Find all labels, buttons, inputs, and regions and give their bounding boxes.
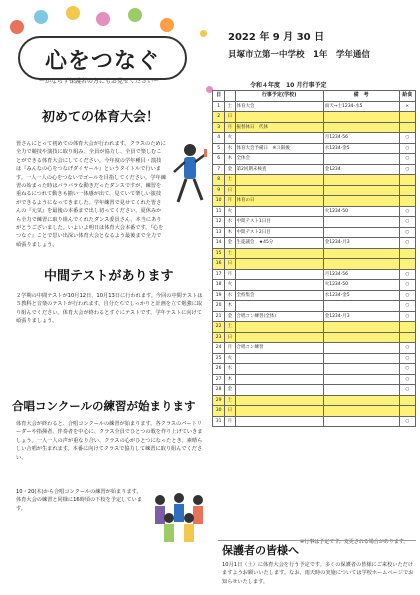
newsletter-title: 心をつなぐ: [44, 48, 160, 74]
schedule-lunch: [399, 395, 415, 406]
schedule-row: [213, 395, 416, 406]
schedule-day: 10: [213, 196, 225, 207]
schedule-lunch: ○: [399, 343, 415, 354]
chorus-body: 体育大会が終わると、合唱コンクールの練習が始まります。各クラスのパートリーダーや指揮者、伴奏者を中心に、クラス全員でひとつの歌を作り上げていきましょう。一人一人の声が重なり合い、クラスの心がひとつになったとき、素晴らしい合唱が生まれます。本番に向けてクラスで協力して練習に取り組んでください。: [16, 421, 203, 461]
schedule-note: [323, 332, 399, 343]
schedule-row: [213, 227, 416, 238]
schedule-lunch: [399, 112, 415, 123]
schedule-day: 9: [213, 185, 225, 196]
schedule-event: 体育の日: [235, 196, 323, 207]
schedule-day: 13: [213, 227, 225, 238]
schedule-row: [213, 364, 416, 375]
schedule-event: 合唱コン練習(全体): [235, 311, 323, 322]
schedule-weekday: 土: [225, 175, 235, 186]
schedule-lunch: ○: [399, 385, 415, 396]
school-name: 貝塚市立第一中学校 1年 学年通信: [228, 50, 370, 60]
schedule-day: 12: [213, 217, 225, 228]
schedule-lunch: ○: [399, 311, 415, 322]
schedule-lunch: ○: [399, 290, 415, 301]
schedule-row: [213, 290, 416, 301]
schedule-weekday: 水: [225, 364, 235, 375]
schedule-lunch: ○: [399, 227, 415, 238]
schedule-note: [323, 154, 399, 165]
col-header-lunch: 給食: [399, 91, 415, 102]
schedule-row: [213, 374, 416, 385]
midterm-body: ２学期の中間テストが10月12日、10月13日に行われます。今回の中間テストは５教科と音楽のテストが行われます。自分たちでしっかりと計画を立て勉強に取り組んでください。体育大会が終わるとすぐにテストです。学年テストに向けて頑張りましょう。: [16, 293, 203, 325]
schedule-body: [213, 101, 416, 427]
schedule-row: [213, 154, 416, 165]
schedule-event: [235, 353, 323, 364]
schedule-weekday: 水: [225, 290, 235, 301]
schedule-weekday: 木: [225, 154, 235, 165]
schedule-weekday: 日: [225, 332, 235, 343]
schedule-event: [235, 175, 323, 186]
schedule-event: [235, 259, 323, 270]
schedule-weekday: 土: [225, 395, 235, 406]
schedule-note: [323, 385, 399, 396]
schedule-event: 体育大会: [235, 101, 323, 112]
schedule-day: 30: [213, 406, 225, 417]
schedule-row: [213, 416, 416, 427]
schedule-weekday: 月: [225, 122, 235, 133]
schedule-weekday: 月: [225, 416, 235, 427]
schedule-row: [213, 217, 416, 228]
schedule-day: 31: [213, 416, 225, 427]
schedule-weekday: 木: [225, 301, 235, 312]
schedule-note: [323, 248, 399, 259]
flower-icon: [66, 6, 80, 20]
schedule-day: 18: [213, 280, 225, 291]
schedule-weekday: 日: [225, 185, 235, 196]
col-header-weekday: [225, 91, 235, 102]
schedule-lunch: ○: [399, 143, 415, 154]
schedule-note: 金1234-月3: [323, 311, 399, 322]
schedule-note: [323, 196, 399, 207]
schedule-event: [235, 269, 323, 280]
schedule-note: 月1234-56: [323, 133, 399, 144]
schedule-row: [213, 185, 416, 196]
schedule-row: [213, 122, 416, 133]
schedule-note: 月1234-56: [323, 269, 399, 280]
schedule-lunch: ○: [399, 217, 415, 228]
schedule-weekday: 木: [225, 374, 235, 385]
schedule-note: [323, 217, 399, 228]
guardian-divider: [218, 540, 416, 541]
schedule-weekday: 月: [225, 196, 235, 207]
schedule-row: [213, 332, 416, 343]
choir-illustration: [148, 488, 210, 544]
schedule-row: [213, 322, 416, 333]
schedule-event: [235, 280, 323, 291]
schedule-note: [323, 322, 399, 333]
schedule-event: 中間テスト1日目: [235, 217, 323, 228]
schedule-lunch: [399, 406, 415, 417]
relay-runner-illustration: [168, 140, 210, 230]
schedule-note: 火1234-50: [323, 206, 399, 217]
schedule-row: [213, 248, 416, 259]
schedule-event: [235, 133, 323, 144]
schedule-note: [323, 406, 399, 417]
schedule-weekday: 土: [225, 322, 235, 333]
schedule-day: 26: [213, 364, 225, 375]
schedule-day: 6: [213, 154, 225, 165]
schedule-note: 金1234-月3: [323, 238, 399, 249]
schedule-row: [213, 280, 416, 291]
schedule-weekday: 金: [225, 164, 235, 175]
schedule-day: 29: [213, 395, 225, 406]
schedule-event: [235, 112, 323, 123]
flower-icon: [10, 20, 24, 34]
schedule-day: 17: [213, 269, 225, 280]
schedule-row: [213, 206, 416, 217]
schedule-day: 27: [213, 374, 225, 385]
schedule-lunch: [399, 332, 415, 343]
flower-icon: [96, 12, 110, 26]
schedule-weekday: 日: [225, 112, 235, 123]
schedule-day: 14: [213, 238, 225, 249]
schedule-lunch: [399, 248, 415, 259]
schedule-row: [213, 259, 416, 270]
schedule-event: 振替休日 代休: [235, 122, 323, 133]
schedule-lunch: [399, 175, 415, 186]
schedule-weekday: 日: [225, 406, 235, 417]
schedule-lunch: [399, 322, 415, 333]
schedule-row: [213, 164, 416, 175]
sports-day-heading: 初めての体育大会！: [42, 110, 160, 125]
schedule-row: [213, 133, 416, 144]
schedule-note: [323, 175, 399, 186]
schedule-row: [213, 143, 416, 154]
schedule-row: [213, 175, 416, 186]
schedule-day: 11: [213, 206, 225, 217]
schedule-weekday: 金: [225, 311, 235, 322]
schedule-weekday: 水: [225, 143, 235, 154]
schedule-event: [235, 248, 323, 259]
schedule-note: ※行事は予定です。変更される場合があります。: [300, 539, 409, 545]
schedule-note: [323, 122, 399, 133]
schedule-weekday: 水: [225, 217, 235, 228]
schedule-day: 19: [213, 290, 225, 301]
schedule-event: 体育大会予備日 ※３限後: [235, 143, 323, 154]
schedule-weekday: 土: [225, 248, 235, 259]
schedule-note: [323, 301, 399, 312]
schedule-lunch: ○: [399, 206, 415, 217]
schedule-event: 合唱コン練習: [235, 343, 323, 354]
schedule-lunch: ○: [399, 416, 415, 427]
title-box: [18, 36, 187, 80]
schedule-note: [323, 112, 399, 123]
schedule-day: 22: [213, 322, 225, 333]
schedule-day: 7: [213, 164, 225, 175]
col-header-day: 日: [213, 91, 225, 102]
schedule-note: [323, 227, 399, 238]
schedule-event: 全校集会: [235, 290, 323, 301]
schedule-note: [323, 416, 399, 427]
schedule-event: [235, 301, 323, 312]
schedule-weekday: 土: [225, 101, 235, 112]
schedule-header-row: [213, 91, 416, 102]
masthead: [4, 4, 194, 74]
schedule-row: [213, 196, 416, 207]
schedule-weekday: 火: [225, 133, 235, 144]
schedule-lunch: [399, 259, 415, 270]
schedule-note: [323, 374, 399, 385]
guardian-heading: 保護者の皆様へ: [222, 544, 299, 557]
issue-date: 2022 年 9 月 30 日: [228, 32, 325, 43]
schedule-weekday: 木: [225, 227, 235, 238]
schedule-day: 21: [213, 311, 225, 322]
schedule-row: [213, 112, 416, 123]
midterm-heading: 中間テストがあります: [44, 269, 174, 284]
schedule-weekday: 日: [225, 259, 235, 270]
schedule-day: 24: [213, 343, 225, 354]
schedule-row: [213, 343, 416, 354]
schedule-day: 4: [213, 133, 225, 144]
decoration-dot: [200, 30, 207, 37]
schedule-day: 3: [213, 122, 225, 133]
schedule-event: [235, 374, 323, 385]
schedule-note: [323, 364, 399, 375]
schedule-event: [235, 206, 323, 217]
schedule-weekday: 金: [225, 385, 235, 396]
schedule-event: [235, 416, 323, 427]
schedule-event: [235, 322, 323, 333]
schedule-lunch: ○: [399, 164, 415, 175]
schedule-lunch: [399, 122, 415, 133]
guardian-body: 10月1日（土）に体育大会を行う予定です。多くの保護者の皆様にご来校いただけますようお願いいたします。なお、雨天時の実施については学校ホームページでお知らせいたします。: [222, 562, 414, 585]
schedule-day: 23: [213, 332, 225, 343]
flower-icon: [128, 8, 142, 22]
flower-icon: [34, 10, 48, 24]
schedule-weekday: 月: [225, 269, 235, 280]
schedule-day: 2: [213, 112, 225, 123]
schedule-note: [323, 353, 399, 364]
sports-day-body: 皆さんにとって初めての体育大会が行われます。クラスのために全力で競技や演技に取り組み、全員が協力し、全員で楽しむことができる体育大会にしてください。今年度の学年種目・演技は『みんなの心をつなげダイヤール』というタイトルで行います。一人一人の心をつないでゴールを目指してください。学年練習の始まった時はバラバラな動きだったダンスですが、練習を重ねるにつれて動きも揃い一体感が出て、見ていて楽しい演技ができるようになってきました。学年練習で見せてくれた皆さんの『元気』を最後の本番まで出し切ってください。夏休みから全力で練習に取り組んでくれたダンス委員さん、本当にありがとうございました。いよいよ明日は体育大会本番です。『心をつなぐ』ことで思い出深い体育大会となるよう最後まで全力で頑張りましょう。: [16, 141, 166, 248]
schedule-lunch: ○: [399, 353, 415, 364]
col-header-event: 行事予定(学校): [235, 91, 323, 102]
schedule-event: [235, 385, 323, 396]
schedule-event: 全体会: [235, 154, 323, 165]
schedule-event: [235, 185, 323, 196]
schedule-note: [323, 395, 399, 406]
schedule-event: 第2回期末検査: [235, 164, 323, 175]
schedule-lunch: ○: [399, 280, 415, 291]
schedule-note: 金1234: [323, 164, 399, 175]
schedule-weekday: 火: [225, 206, 235, 217]
schedule-day: 15: [213, 248, 225, 259]
schedule-note: [323, 185, 399, 196]
schedule-day: 20: [213, 301, 225, 312]
schedule-row: [213, 353, 416, 364]
schedule-lunch: ○: [399, 364, 415, 375]
schedule-lunch: ○: [399, 301, 415, 312]
col-header-note: 備 考: [323, 91, 399, 102]
schedule-note: 水1234-金5: [323, 143, 399, 154]
schedule-table: [212, 90, 416, 427]
schedule-weekday: 金: [225, 238, 235, 249]
schedule-weekday: 月: [225, 343, 235, 354]
chorus-body-2: 10・20(木)から合唱コンクールの練習が始まります。体育大会の練習と同様に16時頃の下校を予定しています。: [16, 489, 142, 512]
schedule-row: [213, 385, 416, 396]
schedule-weekday: 火: [225, 353, 235, 364]
schedule-day: 1: [213, 101, 225, 112]
schedule-note: [323, 259, 399, 270]
schedule-event: [235, 332, 323, 343]
schedule-row: [213, 269, 416, 280]
schedule-day: 28: [213, 385, 225, 396]
schedule-lunch: [399, 185, 415, 196]
schedule-event: 生徒議会 ★45分: [235, 238, 323, 249]
schedule-row: [213, 311, 416, 322]
schedule-row: [213, 101, 416, 112]
schedule-lunch: ○: [399, 133, 415, 144]
schedule-row: [213, 406, 416, 417]
schedule-note: 雨天→土1234-水5: [323, 101, 399, 112]
schedule-lunch: ○: [399, 374, 415, 385]
newsletter-subtitle: 〜かならず保護者の方にもお見せください〜: [38, 78, 159, 85]
schedule-day: 5: [213, 143, 225, 154]
schedule-day: 16: [213, 259, 225, 270]
schedule-lunch: ○: [399, 238, 415, 249]
schedule-event: [235, 364, 323, 375]
schedule-note: 火1234-50: [323, 280, 399, 291]
schedule-event: [235, 395, 323, 406]
schedule-title: 令和４年度 10 月行事予定: [250, 82, 327, 89]
schedule-note: 水1234-金5: [323, 290, 399, 301]
schedule-row: [213, 301, 416, 312]
flower-icon: [160, 18, 174, 32]
schedule-row: [213, 238, 416, 249]
schedule-weekday: 火: [225, 280, 235, 291]
schedule-note: [323, 343, 399, 354]
schedule-lunch: ○: [399, 269, 415, 280]
schedule-lunch: ○: [399, 154, 415, 165]
schedule-day: 25: [213, 353, 225, 364]
schedule-lunch: [399, 196, 415, 207]
schedule-event: 中間テスト2日目: [235, 227, 323, 238]
schedule-event: [235, 406, 323, 417]
schedule-lunch: ×: [399, 101, 415, 112]
schedule-day: 8: [213, 175, 225, 186]
chorus-heading: 合唱コンクールの練習が始まります: [12, 399, 196, 413]
